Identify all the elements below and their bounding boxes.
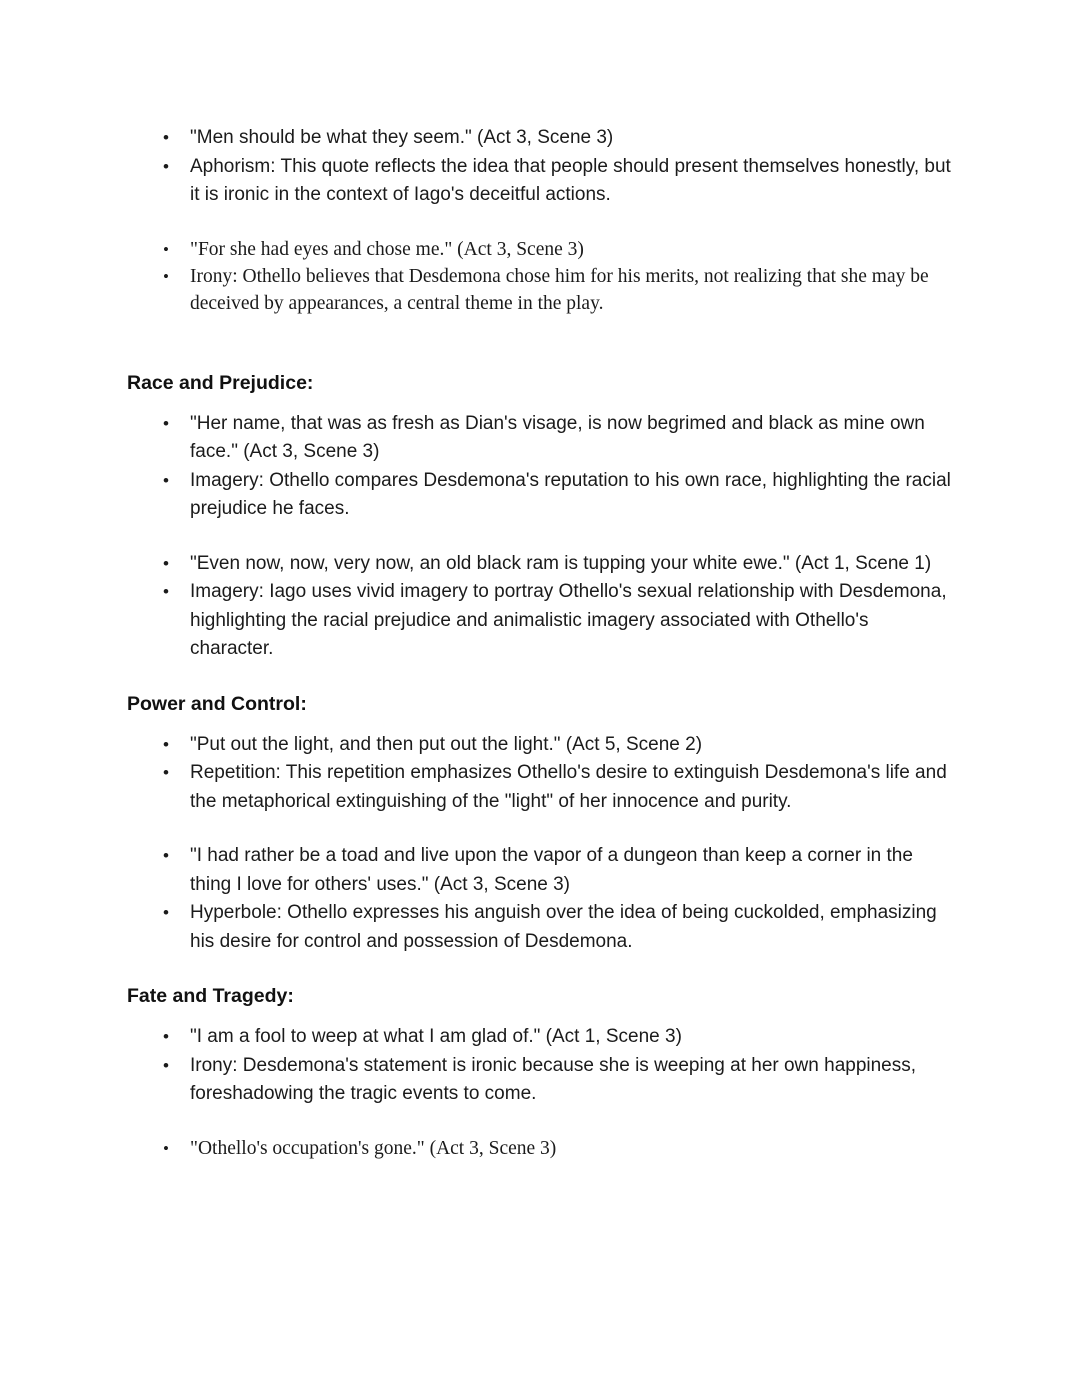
bullet-icon: • — [163, 763, 169, 782]
quote-group — [127, 1023, 952, 1109]
quote-group — [127, 1135, 952, 1162]
quote-text: "Othello's occupation's gone." (Act 3, Scene 3) — [190, 1137, 557, 1159]
bullet-icon: • — [163, 413, 169, 433]
analysis-text: Repetition: This repetition emphasizes Othello's desire to extinguish Desdemona's life and the metaphorical extinguishing of the "light" of her innocence and purity. — [190, 762, 947, 812]
list-item-analysis — [127, 467, 952, 524]
quote-text: "For she had eyes and chose me." (Act 3, Scene 3) — [190, 238, 584, 260]
quote-group — [127, 731, 952, 817]
list-item-analysis — [127, 759, 952, 816]
list-item-analysis — [127, 153, 952, 210]
quote-text: "Men should be what they seem." (Act 3, Scene 3) — [190, 127, 614, 148]
bullet-icon: • — [163, 553, 169, 573]
quote-text: "Her name, that was as fresh as Dian's visage, is now begrimed and black as mine own face." (Act 3, Scene 3) — [190, 412, 925, 462]
quote-text: "I had rather be a toad and live upon the vapor of a dungeon than keep a corner in the thing I love for others' uses." (Act 3, Scene 3) — [190, 845, 913, 895]
list-item-quote — [127, 410, 952, 467]
bullet-icon: • — [163, 239, 169, 259]
quote-group — [127, 410, 952, 524]
analysis-text: Irony: Desdemona's statement is ironic because she is weeping at her own happiness, foreshadowing the tragic events to come. — [190, 1054, 917, 1104]
bullet-icon: • — [163, 582, 169, 601]
quote-group — [127, 842, 952, 956]
bullet-icon: • — [163, 1055, 169, 1075]
section-fate-and-tragedy — [127, 982, 952, 1162]
bullet-icon: • — [163, 128, 169, 147]
bullet-icon: • — [163, 903, 169, 922]
section-appearance-vs-reality — [127, 124, 952, 317]
list-item-quote — [127, 236, 952, 263]
quote-group — [127, 124, 952, 210]
analysis-text: Imagery: Othello compares Desdemona's reputation to his own race, highlighting the racial prejudice he faces. — [190, 469, 951, 519]
list-item-analysis — [127, 1052, 952, 1109]
analysis-text: Aphorism: This quote reflects the idea that people should present themselves honestly, but it is ironic in the context of Iago's deceitful actions. — [190, 155, 951, 205]
list-item-analysis — [127, 263, 952, 317]
bullet-icon: • — [163, 1027, 169, 1046]
quote-group — [127, 550, 952, 664]
list-item-quote — [127, 1023, 952, 1052]
section-heading-power-and-control: Power and Control: — [127, 692, 307, 715]
list-item-quote — [127, 550, 952, 579]
section-heading-race-and-prejudice: Race and Prejudice: — [127, 371, 314, 394]
bullet-icon: • — [163, 846, 169, 865]
quote-text: "Even now, now, very now, an old black ram is tupping your white ewe." (Act 1, Scene 1) — [190, 552, 932, 574]
list-item-analysis — [127, 899, 952, 956]
analysis-text: Imagery: Iago uses vivid imagery to portray Othello's sexual relationship with Desdemona, highlighting the racial prejudice and animalistic imagery associated with Othello's character. — [190, 581, 947, 659]
bullet-icon: • — [163, 266, 169, 286]
list-item-quote — [127, 1135, 952, 1162]
bullet-icon: • — [163, 470, 169, 490]
analysis-text: Irony: Othello believes that Desdemona chose him for his merits, not realizing that she may be deceived by appearances, a central theme in the play. — [190, 265, 929, 314]
bullet-icon: • — [163, 156, 169, 176]
bullet-icon: • — [163, 1138, 169, 1158]
section-power-and-control — [127, 690, 952, 957]
list-item-quote — [127, 731, 952, 760]
list-item-quote — [127, 124, 952, 153]
quote-text: "Put out the light, and then put out the light." (Act 5, Scene 2) — [190, 733, 703, 755]
quote-group — [127, 236, 952, 317]
section-race-and-prejudice — [127, 369, 952, 664]
section-heading-fate-and-tragedy: Fate and Tragedy: — [127, 985, 294, 1007]
list-item-quote — [127, 842, 952, 899]
bullet-icon: • — [163, 734, 169, 754]
list-item-analysis — [127, 578, 952, 664]
analysis-text: Hyperbole: Othello expresses his anguish over the idea of being cuckolded, emphasizing his desire for control and possession of Desdemona. — [190, 902, 937, 952]
quote-text: "I am a fool to weep at what I am glad of." (Act 1, Scene 3) — [190, 1026, 682, 1047]
